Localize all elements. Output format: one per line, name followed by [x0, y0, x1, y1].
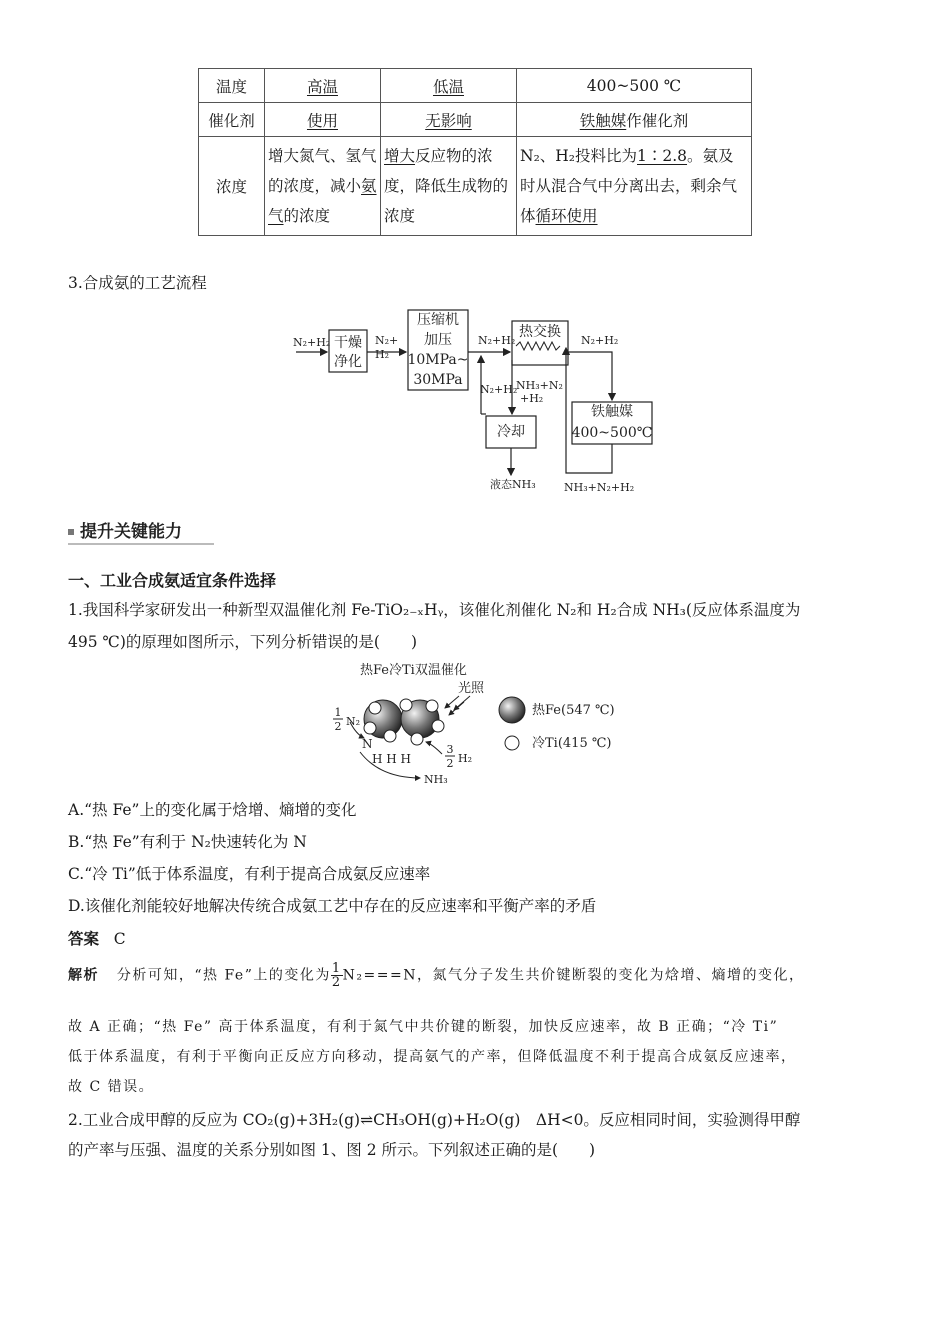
- analysis-label: 解析: [68, 967, 99, 984]
- coil-icon: [516, 342, 560, 350]
- dryer-label-1: 干燥: [334, 335, 362, 351]
- recycle-label: N₂+H₂: [480, 383, 518, 396]
- cell-catalyst-none: 无影响: [425, 111, 472, 130]
- answer-line: [68, 927, 126, 949]
- analysis-line-1: 解析 分析可知，“热 Fe”上的变化为 $\frac{1}{2}$ N₂===N，氮气分子发生共价键断裂的变化为焓增、熵增的变化，: [68, 961, 805, 990]
- cell-conc-industry: N₂、H₂投料比为1∶2.8。氨及时从混合气中分离出去，剩余气体循环使用: [517, 137, 752, 236]
- fraction-half: $\frac{1}{2}$: [331, 961, 342, 990]
- compressor-label-3: 10MPa~: [407, 352, 469, 368]
- row-label-temperature: 温度: [199, 69, 265, 103]
- process-flow-diagram: [0, 0, 950, 520]
- section-title: 提升关键能力: [68, 517, 182, 542]
- hot-fe-legend-icon: [499, 697, 525, 723]
- h2-label: H₂: [458, 752, 473, 765]
- cell-iron-catalyst: 铁触媒: [579, 111, 627, 130]
- answer-value: C: [113, 930, 126, 948]
- input-label: N₂+H₂: [293, 336, 331, 349]
- option-a: A.“热 Fe”上的变化属于焓增、熵增的变化: [68, 801, 357, 819]
- svg-text:3: 3: [446, 743, 454, 756]
- output-label: NH₃+N₂+H₂: [564, 481, 635, 494]
- square-bullet-icon: [68, 529, 74, 535]
- answer-label: 答案: [68, 929, 100, 948]
- catalyst-figure: [320, 656, 620, 792]
- svg-text:H₂: H₂: [375, 348, 390, 361]
- n2-label: N₂: [346, 715, 361, 728]
- n-label: N: [362, 737, 373, 751]
- cell-catalyst-use: 使用: [306, 111, 338, 130]
- analysis-line-4: 故 C 错误。: [68, 1079, 155, 1095]
- cell-conc-rate: 增大氮气、氢气的浓度，减小氨气的浓度: [265, 137, 381, 236]
- cooler-label: 冷却: [497, 424, 525, 440]
- to-catalyst-label: N₂+H₂: [581, 334, 619, 347]
- mixture-label-1: NH₃+N₂: [516, 379, 563, 392]
- process-heading: 3.合成氨的工艺流程: [68, 274, 207, 292]
- option-c: C.“冷 Ti”低于体系温度，有利于提高合成氨反应速率: [68, 865, 431, 883]
- catalyst-label-2: 400~500℃: [571, 425, 653, 441]
- compressor-label-2: 加压: [424, 332, 452, 348]
- heat-exchanger-label: 热交换: [519, 324, 561, 340]
- svg-text:2: 2: [446, 757, 454, 770]
- option-b: B.“热 Fe”有利于 N₂快速转化为 N: [68, 833, 307, 851]
- table-row: 催化剂 使用 无影响 铁触媒作催化剂: [199, 103, 752, 137]
- cell-low-temp: 低温: [432, 77, 464, 96]
- h-labels: H H H: [372, 752, 412, 766]
- to-compressor-label: N₂+: [375, 334, 399, 347]
- subsection-heading: 一、工业合成氨适宜条件选择: [68, 571, 277, 590]
- cold-ti-legend: 冷Ti(415 ℃): [532, 736, 612, 751]
- analysis-line-3: 低于体系温度，有利于平衡向正反应方向移动，提高氨气的产率，但降低温度不利于提高合成氨反应速率，: [68, 1049, 797, 1065]
- light-label: 光照: [458, 681, 485, 696]
- compressor-label-4: 30MPa: [413, 372, 463, 388]
- row-label-concentration: 浓度: [199, 137, 265, 236]
- figure-title: 热Fe冷Ti双温催化: [360, 663, 467, 678]
- option-d: D.该催化剂能较好地解决传统合成氨工艺中存在的反应速率和平衡产率的矛盾: [68, 897, 597, 915]
- catalyst-label-1: 铁触媒: [591, 404, 633, 420]
- cell-high-temp: 高温: [306, 77, 338, 96]
- hot-fe-legend: 热Fe(547 ℃): [532, 703, 615, 718]
- question-1-stem: 1.我国科学家研发出一种新型双温催化剂 Fe-TiO₂₋ₓHᵧ，该催化剂催化 N₂和 H₂合成 NH₃(反应体系温度为: [68, 601, 801, 619]
- nh3-label: NH₃: [424, 773, 448, 786]
- cell-conc-equilibrium: 增大反应物的浓度，降低生成物的浓度: [381, 137, 517, 236]
- question-2-stem-2: 的产率与压强、温度的关系分别如图 1、图 2 所示。下列叙述正确的是( ): [68, 1141, 596, 1159]
- analysis-line-2: 故 A 正确；“热 Fe” 高于体系温度，有利于氮气中共价键的断裂，加快反应速率，故 B 正确；“冷 Ti”: [68, 1019, 779, 1035]
- cold-ti-legend-icon: [505, 736, 519, 750]
- question-1-stem-2: 495 ℃)的原理如图所示，下列分析错误的是( ): [68, 633, 417, 651]
- question-2-stem: 2.工业合成甲醇的反应为 CO₂(g)+3H₂(g)⇌CH₃OH(g)+H₂O(g) ΔH<0。反应相同时间，实验测得甲醇: [68, 1111, 801, 1129]
- svg-text:1: 1: [334, 706, 342, 719]
- to-hx-label: N₂+H₂: [478, 334, 516, 347]
- mixture-label-2: +H₂: [520, 392, 544, 405]
- dryer-label-2: 净化: [334, 354, 362, 370]
- compressor-label-1: 压缩机: [417, 312, 459, 328]
- svg-text:2: 2: [334, 720, 342, 733]
- row-label-catalyst: 催化剂: [199, 103, 265, 137]
- cell-optimal-temp: 400~500 ℃: [517, 69, 752, 103]
- liquid-ammonia-label: 液态NH₃: [490, 478, 536, 491]
- section-divider: [68, 543, 214, 545]
